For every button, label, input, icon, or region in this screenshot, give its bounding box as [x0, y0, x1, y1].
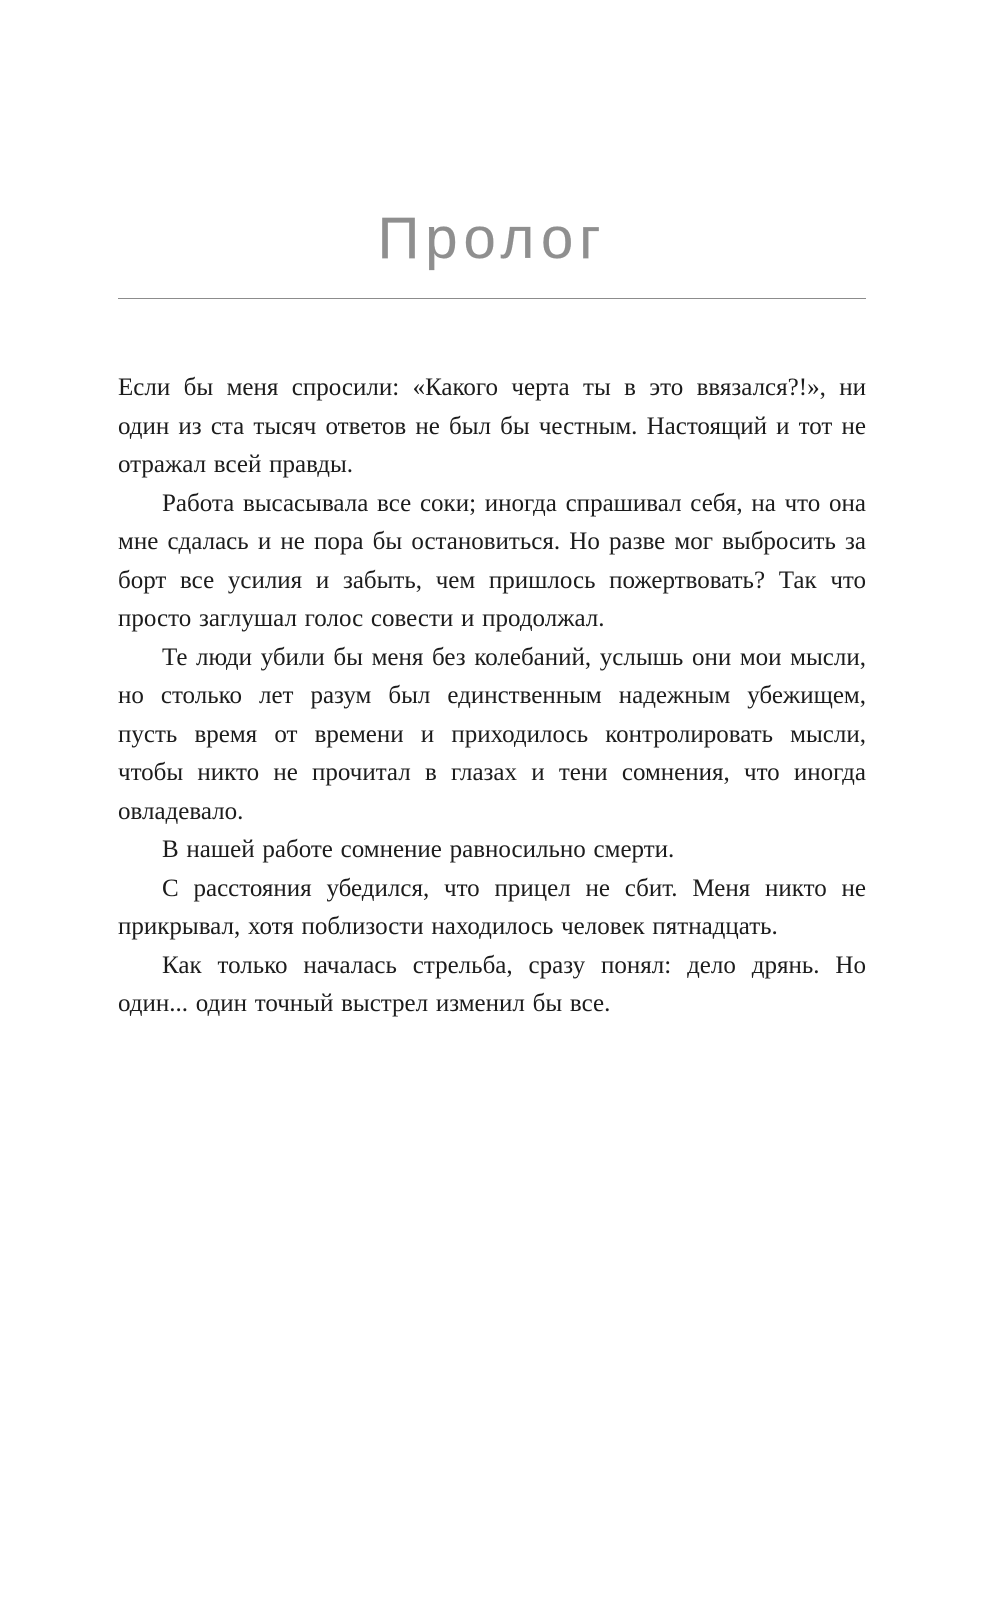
paragraph-5: С расстояния убедился, что прицел не сбит. Меня никто не прикрывал, хотя поблизости находилось человек пятнадцать. [118, 874, 866, 940]
paragraph-6: Как только началась стрельба, сразу понял: дело дрянь. Но один... один точный выстрел изменил бы все. [118, 951, 866, 1017]
prologue-text-block [118, 369, 866, 1024]
paragraph-2: Работа высасывала все соки; иногда спрашивал себя, на что она мне сдалась и не пора бы остановиться. Но разве мог выбросить за борт все усилия и забыть, чем пришлось пожертвовать? Так что просто заглушал голос совести и продолжал. [118, 489, 866, 632]
title-divider [118, 298, 866, 299]
content-column [118, 0, 866, 1024]
paragraph-3: Те люди убили бы меня без колебаний, услышь они мои мысли, но столько лет разум был единственным надежным убежищем, пусть время от времени и приходилось контролировать мысли, чтобы никто не прочитал в глазах и тени сомнения, что иногда овладевало. [118, 643, 866, 825]
paragraph-4: В нашей работе сомнение равносильно смерти. [162, 836, 675, 863]
chapter-title: Пролог [377, 206, 607, 271]
paragraph-1: Если бы меня спросили: «Какого черта ты в это ввязался?!», ни один из ста тысяч ответов не был бы честным. Настоящий и тот не отражал всей правды. [118, 374, 866, 478]
